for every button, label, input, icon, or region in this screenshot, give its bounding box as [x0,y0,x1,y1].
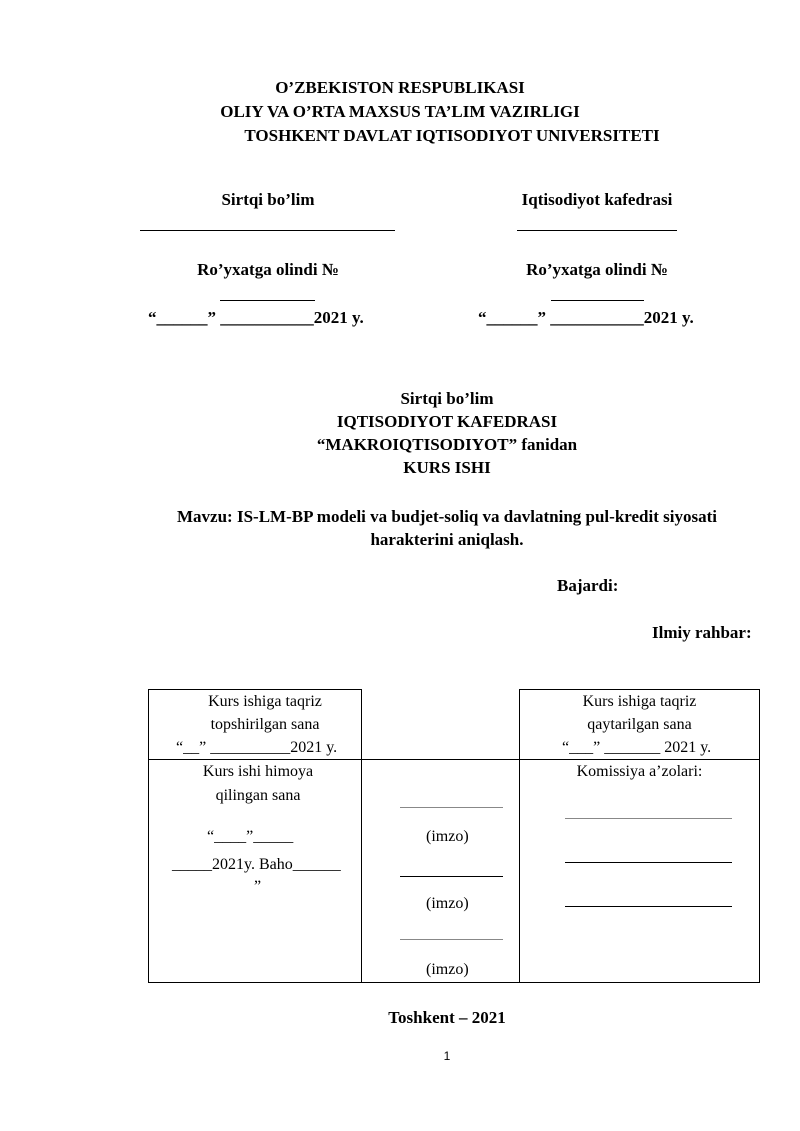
footer-city-year: Toshkent – 2021 [388,1008,506,1027]
commission-line-3 [565,906,732,907]
defense-date-line-1: Kurs ishi himoya [202,763,314,780]
defense-year-grade: _____2021y. Baho______ [172,856,341,873]
signature-line-1 [400,807,503,808]
commission-line-2 [565,862,732,863]
university-name: TOSHKENT DAVLAT IQTISODIYOT UNIVERSITETI [244,126,660,145]
review-submitted-line-2: topshirilgan sana [210,716,320,733]
title-course-work: KURS ISHI [403,458,491,477]
registration-left-number-line [220,300,315,301]
review-returned-line-1: Kurs ishiga taqriz [582,693,697,710]
registration-right-date: “______” ___________2021 y. [478,308,694,327]
review-submitted-date: “__” __________2021 y. [176,739,338,756]
signature-label-2: (imzo) [426,895,469,912]
registration-left-date: “______” ___________2021 y. [148,308,364,327]
title-subject: “MAKROIQTISODIYOT” fanidan [316,435,578,454]
supervisor-label: Ilmiy rahbar: [652,623,752,642]
signature-label-1: (imzo) [426,828,469,845]
signature-label-3: (imzo) [426,961,469,978]
department-left: Sirtqi bo’lim [221,190,315,209]
page-number: 1 [443,1049,451,1063]
topic-line-1: Mavzu: IS-LM-BP modeli va budjet-soliq va davlatning pul-kredit siyosati [177,507,717,526]
registration-right-number-line [551,300,644,301]
signature-line-3 [400,939,503,940]
performed-by-label: Bajardi: [557,576,619,595]
department-right-underline [517,230,677,231]
topic-line-2: harakterini aniqlash. [370,530,524,549]
registration-left-label: Ro’yxatga olindi № [197,260,339,279]
department-left-underline [140,230,395,231]
commission-line-1 [565,818,732,819]
commission-members-label: Komissiya a’zolari: [576,763,703,780]
ministry-name: OLIY VA O’RTA MAXSUS TA’LIM VAZIRLIGI [220,102,580,121]
title-department: Sirtqi bo’lim [400,389,494,408]
registration-right-label: Ro’yxatga olindi № [526,260,668,279]
review-returned-line-2: qaytarilgan sana [587,716,692,733]
table-bottom-border [148,982,760,983]
review-submitted-line-1: Kurs ishiga taqriz [208,693,322,710]
signature-line-2 [400,876,503,877]
review-returned-date: “___” _______ 2021 y. [562,739,712,756]
title-chair: IQTISODIYOT KAFEDRASI [336,412,558,431]
defense-closing-quote: ” [254,878,262,895]
table-row-divider [148,759,760,760]
ministry-country: O’ZBEKISTON RESPUBLIKASI [275,78,525,97]
defense-date-line-2: qilingan sana [215,787,301,804]
department-right: Iqtisodiyot kafedrasi [521,190,673,209]
defense-day-blank: “____”_____ [207,828,294,845]
